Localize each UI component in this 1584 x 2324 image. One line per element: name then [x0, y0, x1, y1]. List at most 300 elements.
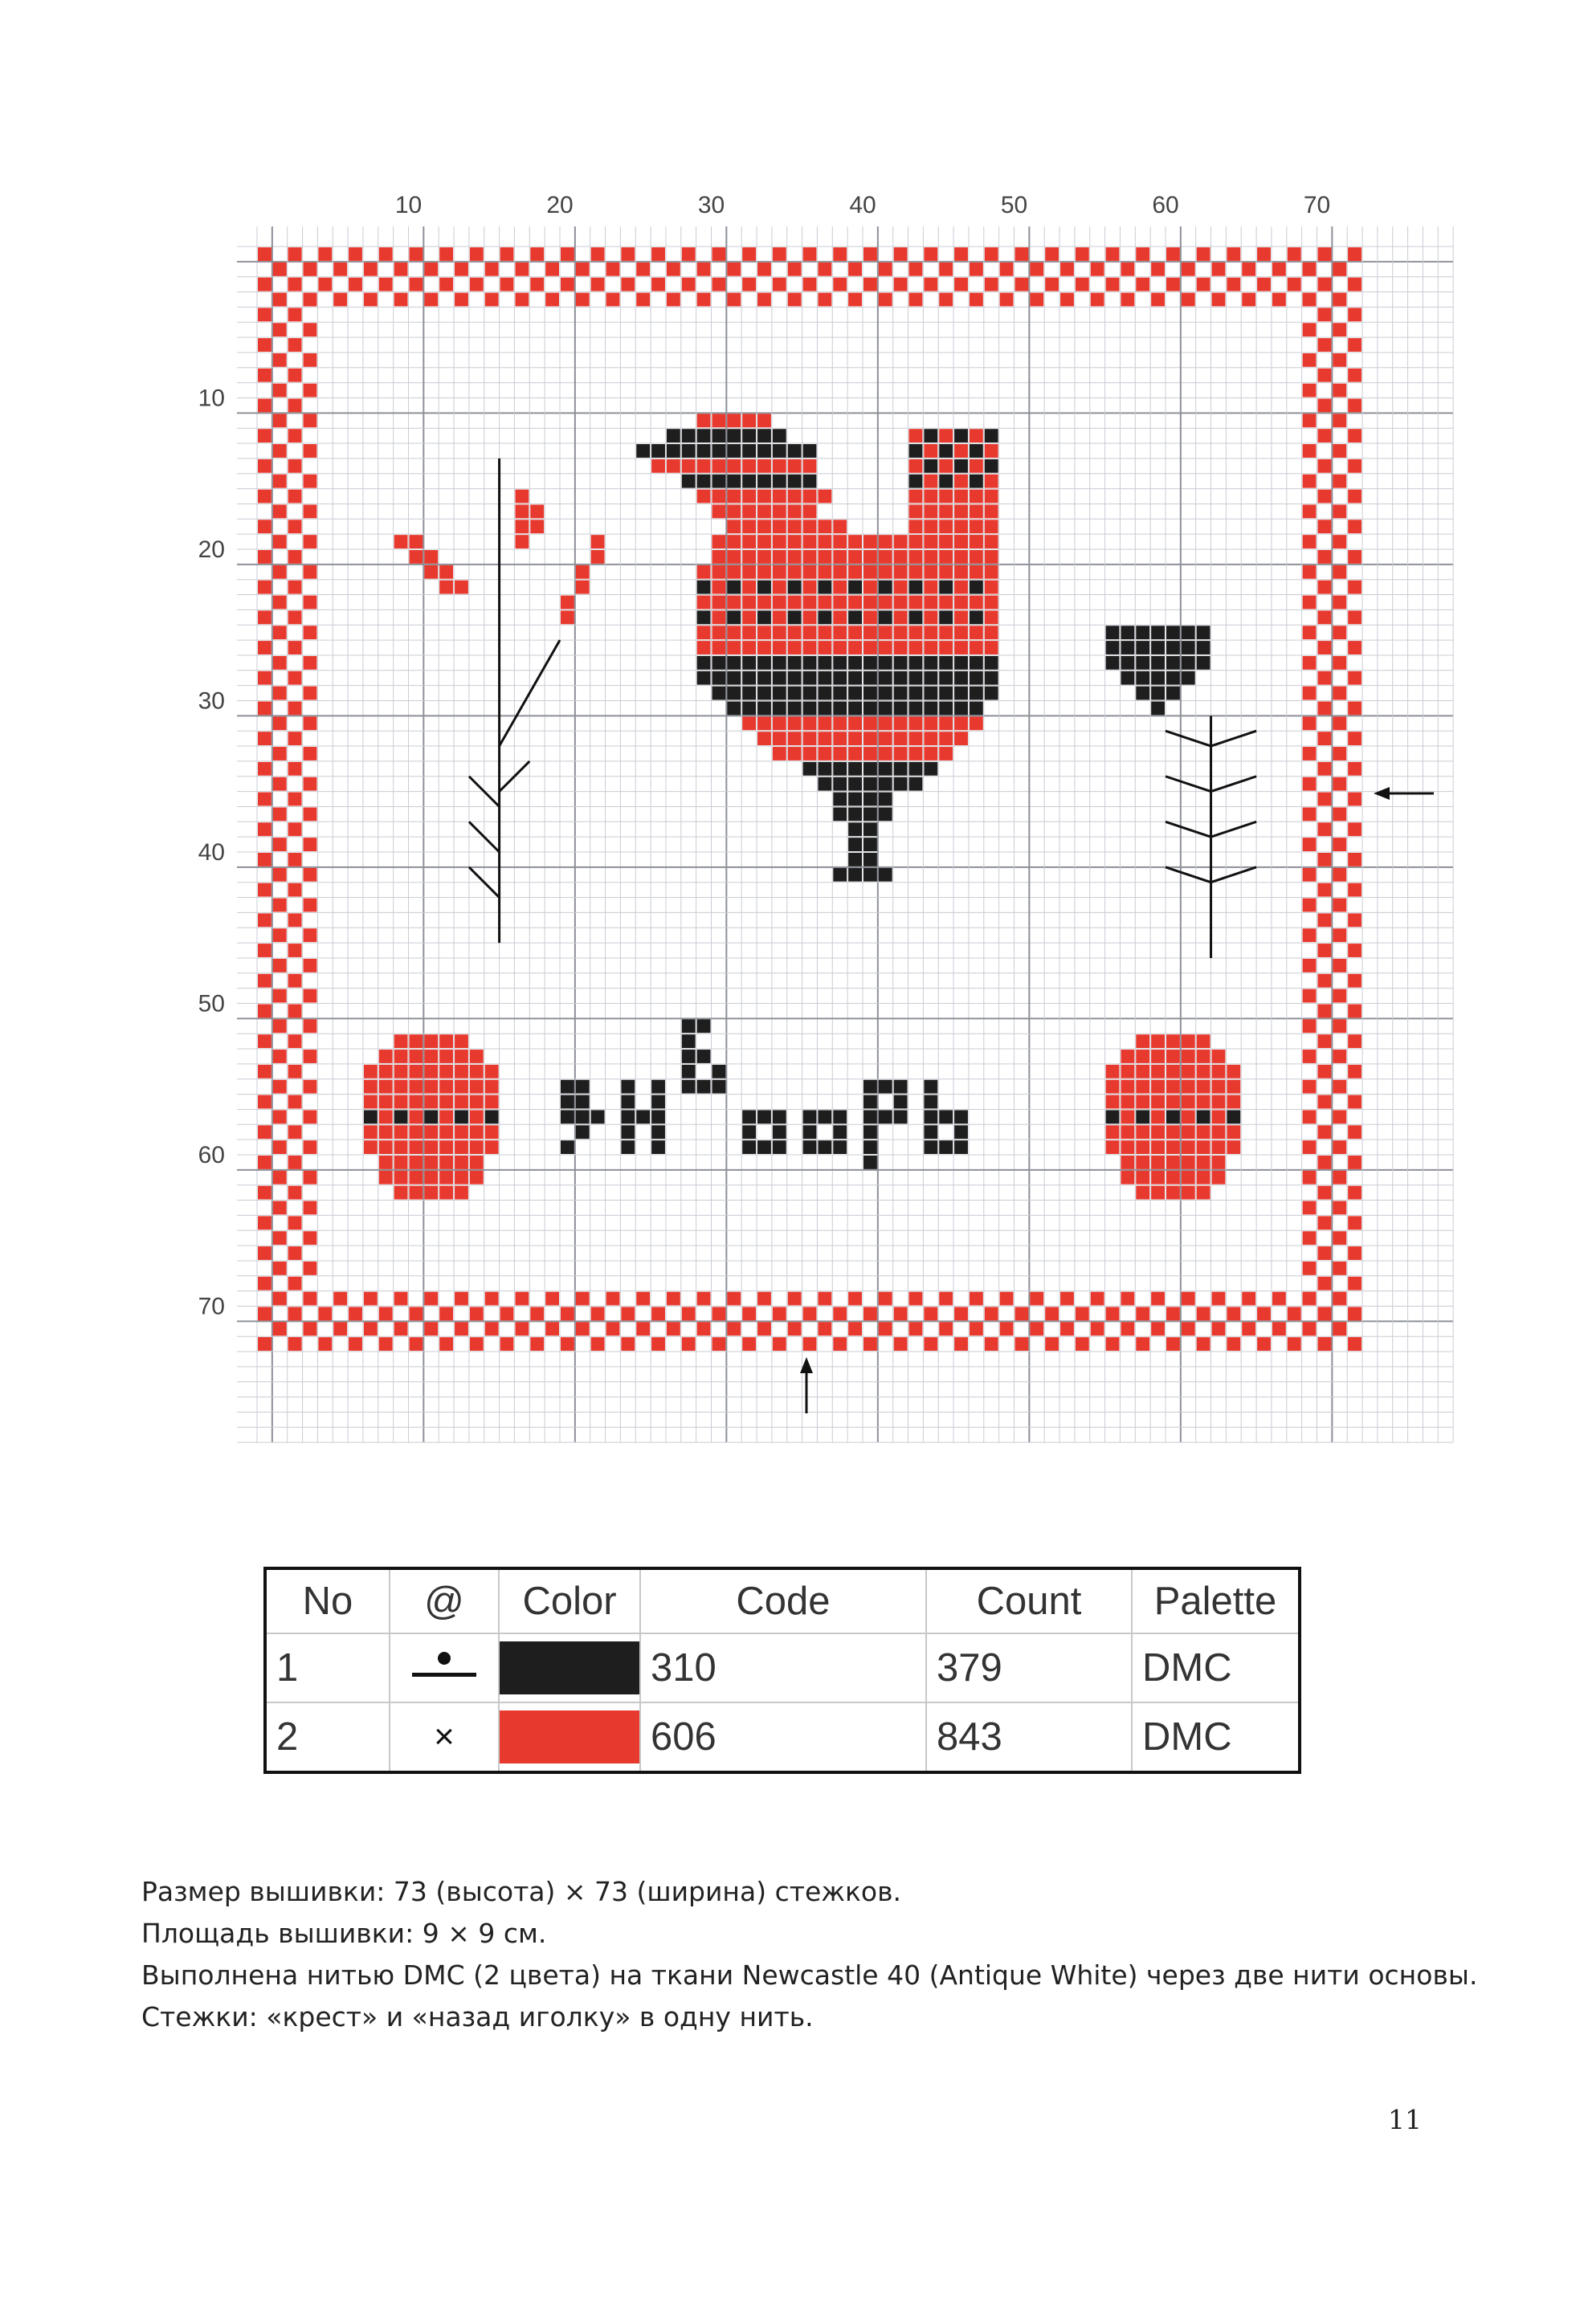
- stitch: [455, 1110, 468, 1123]
- stitch: [1121, 1171, 1134, 1184]
- note-size: Размер вышивки: 73 (высота) × 73 (ширина) стежков.: [141, 1876, 902, 1907]
- stitch: [530, 520, 544, 533]
- stitch: [273, 959, 287, 972]
- center-arrow-right-head: [1374, 787, 1390, 800]
- stitch: [712, 1307, 726, 1321]
- stitch: [970, 581, 983, 594]
- stitch: [1303, 1231, 1317, 1245]
- stitch: [500, 1307, 514, 1321]
- stitch: [727, 475, 741, 488]
- stitch: [757, 293, 771, 307]
- stitch: [455, 1292, 468, 1306]
- stitch: [954, 278, 968, 292]
- stitch: [424, 1171, 438, 1184]
- axis-tick-label-x: 70: [1303, 192, 1331, 218]
- stitch: [788, 490, 802, 504]
- stitch: [833, 732, 847, 745]
- stitch: [591, 1110, 605, 1123]
- stitch: [273, 1110, 287, 1123]
- stitch: [439, 278, 453, 292]
- stitch: [773, 278, 786, 292]
- stitch: [1333, 384, 1346, 398]
- stitch: [894, 1110, 908, 1123]
- stitch: [757, 596, 771, 610]
- stitch: [939, 641, 953, 654]
- stitch: [833, 1110, 847, 1123]
- stitch: [394, 1156, 408, 1169]
- stitch: [439, 1186, 453, 1200]
- stitch: [1318, 338, 1332, 352]
- stitch: [545, 293, 559, 307]
- stitch: [848, 596, 862, 610]
- stitch: [954, 247, 968, 261]
- stitch: [712, 247, 726, 261]
- stitch: [803, 610, 817, 624]
- stitch: [1182, 1322, 1195, 1335]
- stitch: [788, 671, 802, 685]
- stitch: [1166, 247, 1180, 261]
- stitch: [818, 732, 831, 745]
- stitch: [924, 641, 937, 654]
- stitch: [848, 838, 862, 851]
- stitch: [1348, 278, 1362, 292]
- stitch: [697, 263, 711, 276]
- stitch: [970, 656, 983, 670]
- stitch: [1333, 928, 1346, 942]
- stitch: [924, 687, 937, 700]
- stitch: [1151, 1110, 1165, 1123]
- stitch: [455, 581, 468, 594]
- stitch: [833, 596, 847, 610]
- stitch: [894, 565, 908, 579]
- stitch: [742, 1140, 756, 1154]
- stitch: [1348, 732, 1362, 745]
- stitch: [712, 581, 726, 594]
- stitch: [833, 793, 847, 806]
- stitch: [1106, 1080, 1120, 1094]
- stitch: [515, 293, 529, 307]
- stitch: [1106, 1125, 1120, 1139]
- stitch: [1091, 293, 1104, 307]
- stitch: [818, 263, 831, 276]
- stitch: [561, 596, 574, 610]
- stitch: [1303, 747, 1317, 760]
- stitch: [863, 1307, 877, 1321]
- stitch: [863, 626, 877, 639]
- stitch: [1318, 1095, 1332, 1109]
- stitch: [258, 1095, 271, 1109]
- stitch: [273, 716, 287, 730]
- axis-tick-label-y: 60: [198, 1142, 225, 1168]
- stitch: [1121, 1050, 1134, 1063]
- stitch: [258, 732, 271, 745]
- stitch: [818, 641, 831, 654]
- stitch: [470, 1156, 484, 1169]
- stitch: [304, 1201, 317, 1215]
- stitch: [379, 1080, 393, 1094]
- stitch: [410, 1080, 423, 1094]
- stitch: [863, 716, 877, 730]
- stitch: [561, 1095, 574, 1109]
- stitch: [1015, 247, 1029, 261]
- stitch: [304, 899, 317, 912]
- stitch: [1136, 1080, 1149, 1094]
- stitch: [697, 490, 711, 504]
- stitch: [591, 535, 605, 548]
- stitch: [818, 1292, 831, 1306]
- stitch: [773, 702, 786, 716]
- stitch: [970, 490, 983, 504]
- stitch: [924, 581, 937, 594]
- stitch: [818, 490, 831, 504]
- stitch: [1151, 293, 1165, 307]
- stitch: [848, 671, 862, 685]
- stitch: [1121, 1095, 1134, 1109]
- stitch: [1348, 1337, 1362, 1351]
- stitch: [788, 520, 802, 533]
- stitch: [848, 565, 862, 579]
- stitch: [273, 1322, 287, 1335]
- stitch: [258, 702, 271, 716]
- stitch: [1182, 1095, 1195, 1109]
- stitch: [1333, 1050, 1346, 1063]
- stitch: [304, 868, 317, 882]
- stitch: [1318, 793, 1332, 806]
- stitch: [591, 247, 605, 261]
- stitch: [712, 596, 726, 610]
- stitch: [1318, 247, 1332, 261]
- stitch: [939, 565, 953, 579]
- stitch: [1121, 1322, 1134, 1335]
- stitch: [379, 1171, 393, 1184]
- embroidery-notes: [141, 1871, 1477, 2038]
- axis-tick-label-y: 50: [198, 990, 225, 1017]
- stitch: [757, 671, 771, 685]
- stitch: [1227, 1080, 1240, 1094]
- stitch: [273, 687, 287, 700]
- stitch: [833, 550, 847, 564]
- stitch: [288, 1095, 302, 1109]
- stitch: [379, 1156, 393, 1169]
- stitch: [788, 747, 802, 760]
- stitch: [1318, 1307, 1332, 1321]
- stitch: [773, 581, 786, 594]
- stitch: [757, 626, 771, 639]
- stitch: [606, 1292, 620, 1306]
- stitch: [561, 1140, 574, 1154]
- stitch: [318, 247, 332, 261]
- stitch: [1151, 1080, 1165, 1094]
- stitch: [1136, 1050, 1149, 1063]
- stitch: [818, 535, 831, 548]
- stitch: [667, 459, 680, 473]
- stitch: [1151, 1125, 1165, 1139]
- stitch: [909, 716, 923, 730]
- stitch: [879, 716, 892, 730]
- stitch: [1348, 1216, 1362, 1229]
- stitch: [576, 1322, 590, 1335]
- stitch: [1333, 504, 1346, 518]
- stitch: [424, 1050, 438, 1063]
- stitch: [1197, 1337, 1210, 1351]
- stitch: [288, 1277, 302, 1290]
- stitch: [636, 293, 650, 307]
- stitch: [651, 1080, 665, 1094]
- stitch: [651, 1337, 665, 1351]
- stitch: [788, 702, 802, 716]
- stitch: [304, 807, 317, 821]
- stitch: [939, 550, 953, 564]
- stitch: [1151, 641, 1165, 654]
- stitch: [485, 1322, 499, 1335]
- stitch: [1182, 1065, 1195, 1078]
- stitch: [1348, 610, 1362, 624]
- stitch: [273, 565, 287, 579]
- key-row: [265, 1702, 1300, 1772]
- stitch: [954, 535, 968, 548]
- stitch: [697, 293, 711, 307]
- stitch: [1136, 626, 1149, 639]
- stitch: [424, 565, 438, 579]
- stitch: [1166, 1034, 1180, 1048]
- stitch: [833, 762, 847, 776]
- stitch: [757, 1140, 771, 1154]
- stitch: [727, 596, 741, 610]
- stitch: [1151, 1095, 1165, 1109]
- stitch: [410, 1307, 423, 1321]
- stitch: [1106, 641, 1120, 654]
- stitch: [879, 1292, 892, 1306]
- stitch: [818, 1322, 831, 1335]
- stitch: [909, 263, 923, 276]
- stitch: [258, 308, 271, 321]
- stitch: [379, 1337, 393, 1351]
- stitch: [1348, 944, 1362, 957]
- stitch: [485, 1125, 499, 1139]
- stitch: [515, 1292, 529, 1306]
- stitch: [273, 414, 287, 427]
- stitch: [1333, 535, 1346, 548]
- stitch: [379, 1110, 393, 1123]
- stitch: [636, 1322, 650, 1335]
- stitch: [970, 716, 983, 730]
- stitch: [863, 687, 877, 700]
- stitch: [757, 565, 771, 579]
- stitch: [576, 1095, 590, 1109]
- backstitch-line: [1166, 777, 1211, 792]
- stitch: [742, 565, 756, 579]
- stitch: [818, 565, 831, 579]
- backstitch-line: [1211, 867, 1257, 883]
- stitch: [863, 1080, 877, 1094]
- stitch: [773, 504, 786, 518]
- stitch: [712, 459, 726, 473]
- stitch: [1136, 671, 1149, 685]
- stitch: [954, 626, 968, 639]
- stitch: [848, 868, 862, 882]
- stitch: [863, 656, 877, 670]
- stitch: [273, 263, 287, 276]
- stitch: [879, 687, 892, 700]
- stitch: [1060, 293, 1074, 307]
- stitch: [561, 610, 574, 624]
- stitch: [803, 459, 817, 473]
- stitch: [1166, 656, 1180, 670]
- stitch: [288, 641, 302, 654]
- stitch: [304, 959, 317, 972]
- stitch: [273, 807, 287, 821]
- stitch: [288, 1307, 302, 1321]
- stitch: [1030, 293, 1043, 307]
- stitch: [954, 550, 968, 564]
- stitch: [954, 490, 968, 504]
- stitch: [591, 1337, 605, 1351]
- stitch: [636, 263, 650, 276]
- stitch: [879, 596, 892, 610]
- stitch: [833, 278, 847, 292]
- stitch: [439, 1156, 453, 1169]
- stitch: [939, 581, 953, 594]
- stitch: [667, 1292, 680, 1306]
- axis-tick-label-y: 10: [198, 385, 225, 412]
- stitch: [1212, 1080, 1226, 1094]
- stitch: [439, 1171, 453, 1184]
- stitch: [394, 293, 408, 307]
- stitch: [727, 429, 741, 442]
- stitch: [818, 550, 831, 564]
- stitch: [863, 853, 877, 866]
- stitch: [258, 671, 271, 685]
- stitch: [1151, 1050, 1165, 1063]
- stitch: [924, 490, 937, 504]
- stitch: [333, 293, 347, 307]
- stitch: [651, 1307, 665, 1321]
- stitch: [304, 626, 317, 639]
- stitch: [803, 671, 817, 685]
- stitch: [970, 550, 983, 564]
- stitch: [1166, 1186, 1180, 1200]
- stitch: [1318, 550, 1332, 564]
- stitch: [288, 308, 302, 321]
- stitch: [757, 475, 771, 488]
- stitch: [273, 1171, 287, 1184]
- stitch: [1242, 1322, 1255, 1335]
- stitch: [1106, 1110, 1120, 1123]
- stitch: [470, 1065, 484, 1078]
- stitch: [1166, 687, 1180, 700]
- stitch: [1212, 1140, 1226, 1154]
- stitch: [909, 581, 923, 594]
- stitch: [757, 732, 771, 745]
- stitch: [712, 550, 726, 564]
- stitch: [863, 822, 877, 836]
- stitch: [848, 747, 862, 760]
- stitch: [909, 535, 923, 548]
- stitch: [1121, 626, 1134, 639]
- axis-tick-label-x: 40: [849, 192, 876, 218]
- stitch: [788, 293, 802, 307]
- stitch: [364, 1322, 378, 1335]
- stitch: [757, 1322, 771, 1335]
- stitch: [712, 687, 726, 700]
- axis-tick-label-y: 40: [198, 839, 225, 866]
- stitch: [288, 913, 302, 927]
- stitch: [712, 1337, 726, 1351]
- stitch: [863, 278, 877, 292]
- stitch: [954, 596, 968, 610]
- stitch: [818, 747, 831, 760]
- stitch: [939, 687, 953, 700]
- stitch: [773, 656, 786, 670]
- stitch: [1227, 1095, 1240, 1109]
- stitch: [1121, 1292, 1134, 1306]
- stitch: [803, 1125, 817, 1139]
- stitch: [1015, 278, 1029, 292]
- stitch: [1182, 641, 1195, 654]
- stitch: [848, 793, 862, 806]
- stitch: [879, 263, 892, 276]
- stitch: [863, 671, 877, 685]
- stitch: [712, 671, 726, 685]
- stitch: [894, 716, 908, 730]
- stitch: [1333, 293, 1346, 307]
- stitch: [379, 247, 393, 261]
- stitch: [1227, 1110, 1240, 1123]
- stitch: [697, 429, 711, 442]
- stitch: [818, 656, 831, 670]
- stitch: [954, 565, 968, 579]
- stitch: [304, 838, 317, 851]
- stitch: [410, 1095, 423, 1109]
- stitch: [1303, 777, 1317, 791]
- stitch: [304, 475, 317, 488]
- stitch: [939, 504, 953, 518]
- stitch: [773, 1140, 786, 1154]
- stitch: [1136, 1034, 1149, 1048]
- stitch: [939, 671, 953, 685]
- stitch: [985, 550, 998, 564]
- stitch: [1318, 1216, 1332, 1229]
- stitch: [1197, 1110, 1210, 1123]
- stitch: [833, 247, 847, 261]
- stitch: [1333, 747, 1346, 760]
- stitch: [879, 641, 892, 654]
- stitch: [712, 1080, 726, 1094]
- stitch: [1348, 1277, 1362, 1290]
- stitch: [1212, 1110, 1226, 1123]
- stitch: [1348, 793, 1362, 806]
- stitch: [424, 1186, 438, 1200]
- stitch: [818, 1140, 831, 1154]
- stitch: [818, 716, 831, 730]
- stitch: [894, 550, 908, 564]
- stitch: [1015, 1307, 1029, 1321]
- stitch: [1136, 1065, 1149, 1078]
- stitch: [258, 369, 271, 382]
- stitch: [863, 1125, 877, 1139]
- stitch: [970, 535, 983, 548]
- stitch: [954, 1125, 968, 1139]
- stitch: [1182, 1171, 1195, 1184]
- stitch: [894, 247, 908, 261]
- stitch: [364, 1110, 378, 1123]
- stitch: [651, 1125, 665, 1139]
- stitch: [879, 762, 892, 776]
- stitch: [924, 1095, 937, 1109]
- stitch: [773, 1110, 786, 1123]
- stitch: [1121, 263, 1134, 276]
- stitch: [682, 459, 696, 473]
